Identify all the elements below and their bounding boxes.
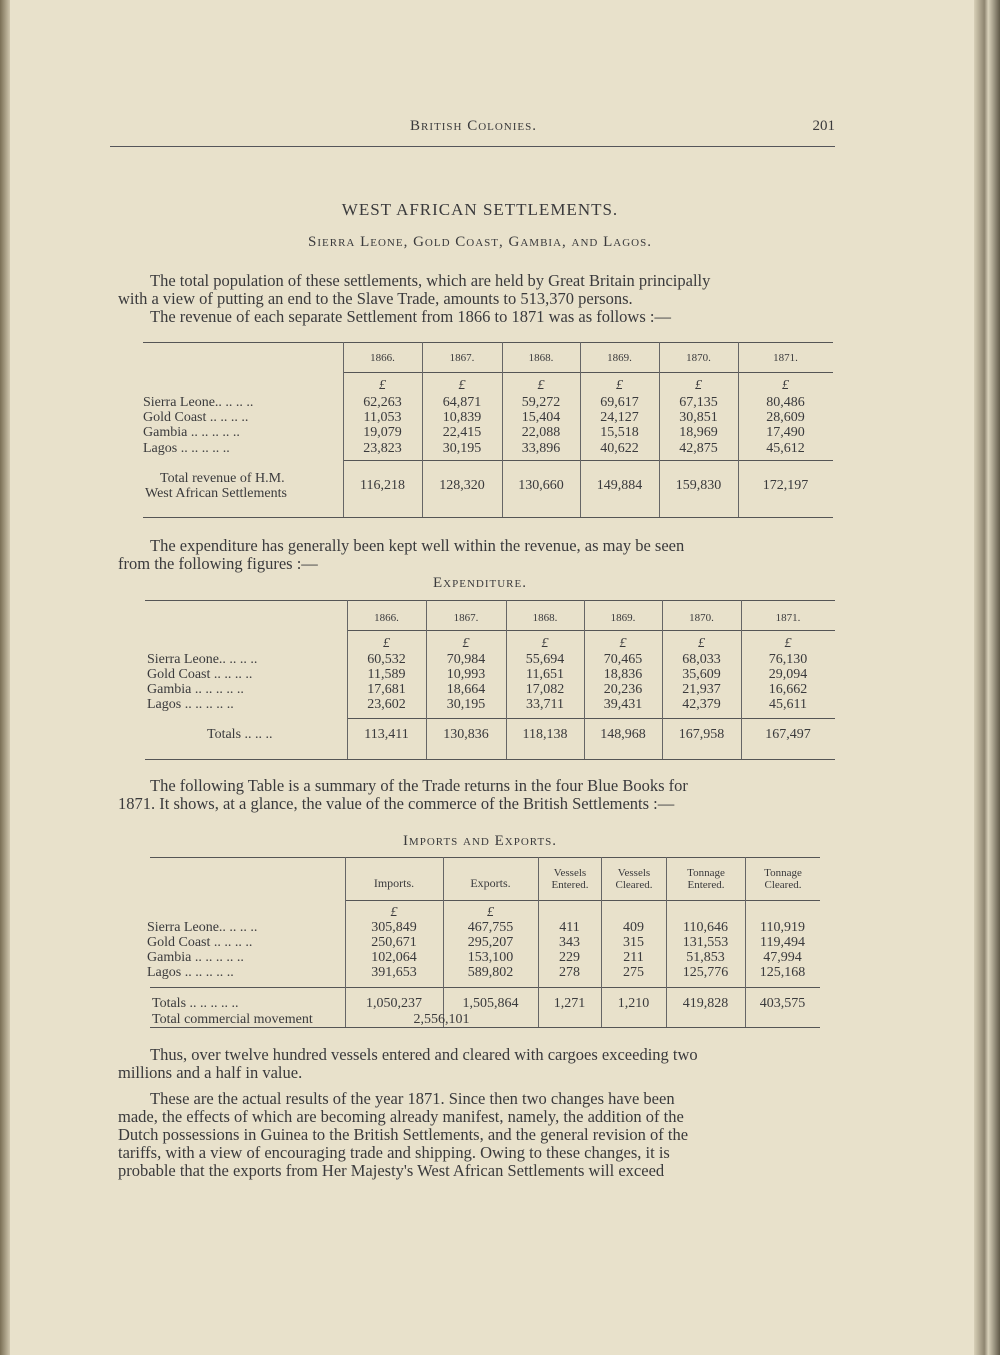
table-cell: 11,053 [363,410,402,425]
year-header: 1869. [607,352,632,364]
column-header: Vessels Entered. [551,867,589,891]
table-cell: 18,969 [679,425,718,440]
year-header: 1871. [775,612,801,624]
table-cell: 30,195 [442,441,482,456]
table-cell: 153,100 [467,950,514,965]
trade-paragraph [118,777,846,813]
paragraph-line: made, the effects of which are becoming already manifest, namely, the addition of the [118,1107,684,1126]
year-header: 1867. [449,352,475,364]
currency-symbol: £ [383,636,390,651]
row-label: Gold Coast .. .. .. .. [143,410,249,425]
table-cell: 59,272 [521,395,561,410]
table-cell: 305,849 [371,920,417,935]
total-cell: 130,660 [518,478,564,493]
table-cell: 295,207 [467,935,514,950]
total-cell: 116,218 [360,478,405,493]
row-label: Sierra Leone.. .. .. .. [147,920,258,935]
total-cell: 1,271 [553,996,586,1011]
paragraph-line: The following Table is a summary of the Trade returns in the four Blue Books for [150,776,688,795]
currency-symbol: £ [487,905,494,920]
table-cell: 62,263 [363,395,402,410]
total-cell: 118,138 [522,727,568,742]
table-cell: 10,993 [446,667,486,682]
row-label: Sierra Leone.. .. .. .. [147,652,258,667]
commercial-label: Total commercial movement [152,1012,313,1027]
total-cell: 130,836 [443,727,489,742]
table-cell: 343 [559,935,580,950]
vessels-paragraph [118,1046,846,1082]
row-label: Lagos .. .. .. .. .. [147,697,234,712]
running-head-title: British Colonies. [410,118,538,134]
table-cell: 80,486 [766,395,805,410]
row-label: Gold Coast .. .. .. .. [147,935,253,950]
year-header: 1866. [374,612,399,624]
table-cell: 29,094 [768,667,808,682]
table-cell: 70,465 [603,652,643,667]
table-cell: 47,994 [763,950,802,965]
table-cell: 125,776 [682,965,729,980]
table-cell: 131,553 [682,935,729,950]
table-cell: 17,681 [367,682,406,697]
row-label: Gambia .. .. .. .. .. [147,682,244,697]
table-cell: 23,823 [363,441,402,456]
table-cell: 68,033 [682,652,721,667]
paragraph-line: with a view of putting an end to the Slave Trade, amounts to 513,370 persons. [118,289,633,308]
table-cell: 70,984 [446,652,486,667]
total-cell: 167,497 [765,727,811,742]
table-cell: 28,609 [766,410,805,425]
table-cell: 16,662 [768,682,808,697]
total-cell: 172,197 [762,478,809,493]
paragraph-line: Dutch possessions in Guinea to the British Settlements, and the general revision of the [118,1125,689,1144]
total-cell: 1,050,237 [366,996,422,1011]
table-cell: 102,064 [371,950,417,965]
table-cell: 39,431 [603,697,643,712]
table-cell: 278 [559,965,580,980]
table-cell: 21,937 [682,682,721,697]
table-cell: 467,755 [467,920,514,935]
currency-symbol: £ [782,378,789,393]
table-cell: 33,896 [521,441,561,456]
table-cell: 411 [559,920,580,935]
column-header: Tonnage Entered. [687,867,725,891]
currency-symbol: £ [616,378,623,393]
total-cell: 403,575 [759,996,806,1011]
paragraph-line: millions and a half in value. [118,1063,303,1082]
paragraph-line: The revenue of each separate Settlement from 1866 to 1871 was as follows :— [150,307,671,326]
section-subtitle: Sierra Leone, Gold Coast, Gambia, and Lagos. [308,234,652,250]
table-cell: 19,079 [363,425,402,440]
header-rule [110,146,835,147]
column-header: Vessels Cleared. [615,867,653,891]
table-cell: 30,195 [446,697,486,712]
table-cell: 20,236 [603,682,643,697]
total-cell: 113,411 [364,727,409,742]
page-edge [974,0,1000,1355]
intro-paragraph [118,272,846,326]
table-cell: 315 [623,935,644,950]
row-label: Lagos .. .. .. .. .. [147,965,234,980]
table-cell: 35,609 [682,667,721,682]
total-cell: 128,320 [439,478,485,493]
trade-title: Imports and Exports. [402,833,558,849]
table-cell: 18,664 [446,682,486,697]
table-cell: 229 [559,950,580,965]
year-header: 1867. [453,612,479,624]
table-cell: 76,130 [768,652,808,667]
year-header: 1870. [689,612,714,624]
page-number: 201 [812,118,835,134]
column-header: Tonnage Cleared. [764,867,802,891]
row-label: Gambia .. .. .. .. .. [147,950,244,965]
table-cell: 391,653 [371,965,417,980]
totals-label: Totals .. .. .. .. .. [152,996,239,1011]
results-paragraph [118,1090,846,1180]
table-cell: 211 [623,950,644,965]
total-cell: 148,968 [600,727,646,742]
currency-symbol: £ [698,636,705,651]
row-label: Gambia .. .. .. .. .. [143,425,240,440]
table-cell: 45,612 [766,441,805,456]
table-cell: 42,379 [682,697,721,712]
table-cell: 125,168 [759,965,806,980]
total-cell: 1,210 [617,996,650,1011]
table-cell: 69,617 [600,395,639,410]
table-cell: 42,875 [679,441,718,456]
table-cell: 110,919 [760,920,805,935]
column-header: Exports. [470,876,511,890]
table-cell: 10,839 [442,410,482,425]
paragraph-line: tariffs, with a view of encouraging trade and shipping. Owing to these changes, it is [118,1143,670,1162]
table-cell: 15,404 [521,410,561,425]
table-cell: 275 [623,965,644,980]
table-cell: 119,494 [760,935,805,950]
total-label: West African Settlements [145,486,287,501]
year-header: 1868. [532,612,558,624]
table-cell: 22,415 [442,425,482,440]
paragraph-line: from the following figures :— [118,554,318,573]
table-cell: 55,694 [525,652,565,667]
row-label: Gold Coast .. .. .. .. [147,667,253,682]
expenditure-paragraph [118,537,846,573]
table-cell: 60,532 [367,652,406,667]
currency-symbol: £ [379,378,386,393]
currency-symbol: £ [784,636,792,651]
table-cell: 11,589 [367,667,406,682]
total-cell: 149,884 [596,478,643,493]
table-cell: 250,671 [371,935,417,950]
table-cell: 589,802 [467,965,514,980]
year-header: 1871. [773,352,798,364]
table-cell: 24,127 [600,410,639,425]
table-cell: 409 [623,920,644,935]
year-header: 1868. [528,352,554,364]
table-cell: 67,135 [679,395,718,410]
total-label: Total revenue of H.M. [160,471,285,486]
commercial-value: 2,556,101 [413,1012,470,1027]
column-header: Imports. [373,876,415,890]
table-cell: 45,611 [769,697,807,712]
paragraph-line: Thus, over twelve hundred vessels entered and cleared with cargoes exceeding two [150,1045,698,1064]
paragraph-line: 1871. It shows, at a glance, the value of the commerce of the British Settlements :— [118,794,675,813]
paragraph-line: These are the actual results of the year 1871. Since then two changes have been [150,1089,675,1108]
currency-symbol: £ [695,378,702,393]
section-title: WEST AFRICAN SETTLEMENTS. [341,200,619,219]
paragraph-line: probable that the exports from Her Majesty's West African Settlements will exceed [118,1161,665,1180]
currency-symbol: £ [390,905,398,920]
running-head [110,118,835,140]
table-cell: 18,836 [603,667,643,682]
paragraph-line: The total population of these settlements, which are held by Great Britain principally [150,271,711,290]
table-cell: 15,518 [600,425,639,440]
currency-symbol: £ [537,378,545,393]
table-cell: 23,602 [367,697,406,712]
total-cell: 1,505,864 [462,996,519,1011]
row-label: Lagos .. .. .. .. .. [143,441,230,456]
total-cell: 159,830 [675,478,722,493]
year-header: 1866. [370,352,395,364]
table-cell: 11,651 [526,667,564,682]
table-cell: 64,871 [442,395,482,410]
currency-symbol: £ [541,636,549,651]
total-cell: 419,828 [682,996,729,1011]
paragraph-line: The expenditure has generally been kept well within the revenue, as may be seen [150,536,685,555]
table-cell: 110,646 [683,920,728,935]
table-cell: 22,088 [521,425,561,440]
currency-symbol: £ [458,378,466,393]
table-cell: 17,490 [766,425,805,440]
currency-symbol: £ [619,636,627,651]
table-cell: 30,851 [679,410,718,425]
totals-label: Totals .. .. .. [207,727,273,742]
total-cell: 167,958 [678,727,725,742]
year-header: 1869. [610,612,636,624]
table-cell: 40,622 [600,441,639,456]
table-cell: 51,853 [686,950,725,965]
expenditure-title: Expenditure. [433,575,527,591]
currency-symbol: £ [462,636,470,651]
year-header: 1870. [686,352,711,364]
table-cell: 17,082 [525,682,565,697]
row-label: Sierra Leone.. .. .. .. [143,395,254,410]
table-cell: 33,711 [526,697,564,712]
